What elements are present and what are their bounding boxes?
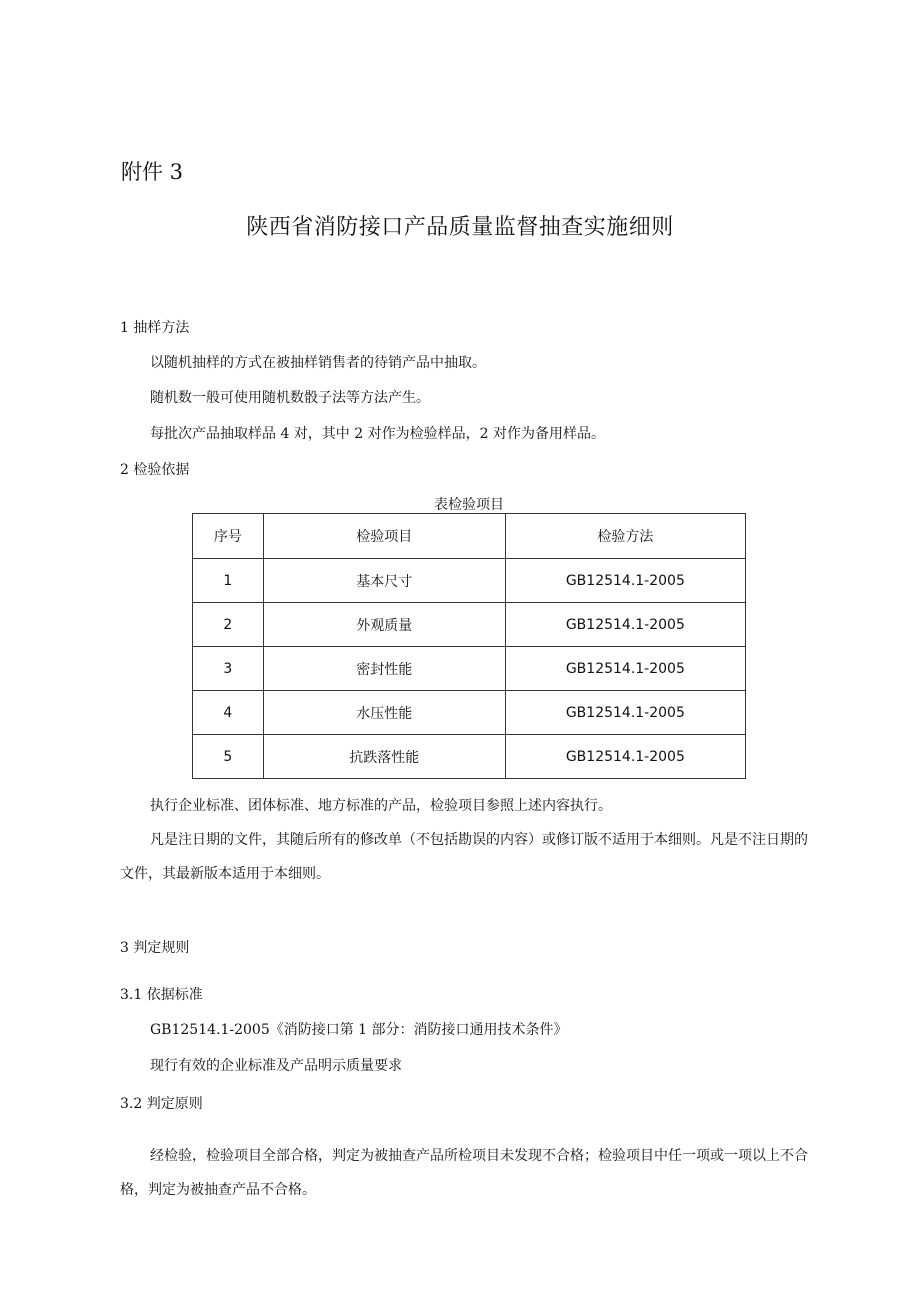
cell-item: 外观质量 — [263, 603, 505, 647]
cell-item: 基本尺寸 — [263, 559, 505, 603]
column-header-seq: 序号 — [193, 514, 264, 559]
cell-method: GB12514.1-2005 — [505, 735, 745, 779]
cell-seq: 5 — [193, 735, 264, 779]
standard-reference: 现行有效的企业标准及产品明示质量要求 — [150, 1058, 402, 1074]
document-title: 陕西省消防接口产品质量监督抽查实施细则 — [246, 215, 674, 240]
table-row — [193, 603, 746, 647]
judgment-principle: 经检验，检验项目全部合格，判定为被抽查产品所检项目未发现不合格；检验项目中任一项或一项以上不合格，判定为被抽查产品不合格。 — [120, 1148, 808, 1198]
table-row — [193, 691, 746, 735]
column-header-method: 检验方法 — [505, 514, 745, 559]
section1-line: 随机数一般可使用随机数骰子法等方法产生。 — [150, 390, 430, 406]
attachment-label: 附件 3 — [121, 160, 184, 184]
cell-method: GB12514.1-2005 — [505, 603, 745, 647]
cell-item: 水压性能 — [263, 691, 505, 735]
column-header-item: 检验项目 — [263, 514, 505, 559]
section2-heading: 2 检验依据 — [120, 462, 190, 478]
cell-item: 抗跌落性能 — [263, 735, 505, 779]
table-row — [193, 559, 746, 603]
section1-line: 以随机抽样的方式在被抽样销售者的待销产品中抽取。 — [150, 355, 486, 371]
cell-seq: 2 — [193, 603, 264, 647]
cell-seq: 3 — [193, 647, 264, 691]
cell-method: GB12514.1-2005 — [505, 691, 745, 735]
cell-item: 密封性能 — [263, 647, 505, 691]
dated-reference-note: 凡是注日期的文件，其随后所有的修改单（不包括勘误的内容）或修订版不适用于本细则。凡是不注日期的文件，其最新版本适用于本细则。 — [120, 832, 808, 882]
table-caption: 表检验项目 — [434, 497, 504, 513]
section1-heading: 1 抽样方法 — [120, 320, 190, 336]
standard-reference: GB12514.1-2005《消防接口第 1 部分：消防接口通用技术条件》 — [150, 1022, 568, 1038]
cell-seq: 4 — [193, 691, 264, 735]
subsection-3-2-heading: 3.2 判定原则 — [120, 1096, 203, 1112]
table-row — [193, 735, 746, 779]
section3-heading: 3 判定规则 — [120, 940, 190, 956]
subsection-3-1-heading: 3.1 依据标准 — [120, 987, 203, 1003]
section1-line: 每批次产品抽取样品 4 对，其中 2 对作为检验样品，2 对作为备用样品。 — [150, 426, 605, 442]
table-note: 执行企业标准、团体标准、地方标准的产品，检验项目参照上述内容执行。 — [150, 798, 612, 814]
table-row — [193, 647, 746, 691]
cell-seq: 1 — [193, 559, 264, 603]
cell-method: GB12514.1-2005 — [505, 647, 745, 691]
inspection-table — [192, 513, 746, 779]
cell-method: GB12514.1-2005 — [505, 559, 745, 603]
table-header-row — [193, 514, 746, 559]
